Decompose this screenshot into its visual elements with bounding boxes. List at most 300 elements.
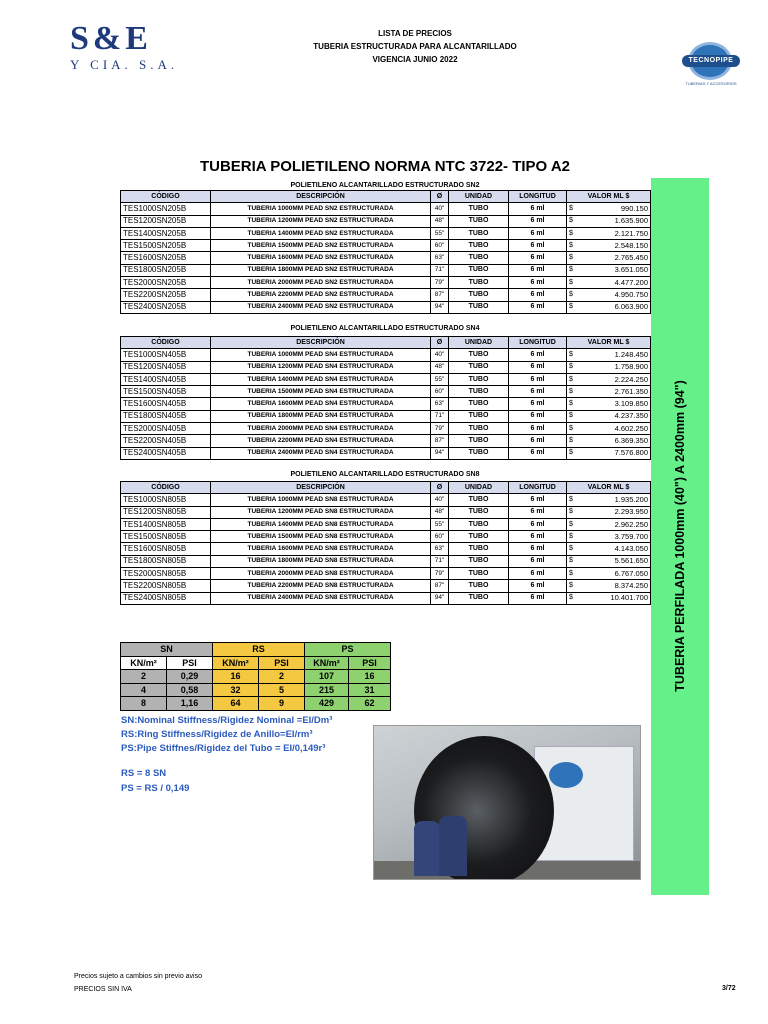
stiffness-table bbox=[120, 642, 391, 711]
cell-description: TUBERIA 1800MM PEAD SN4 ESTRUCTURADA bbox=[211, 410, 431, 422]
price-table-sn8 bbox=[120, 481, 651, 605]
cell-length: 6 ml bbox=[509, 580, 567, 592]
cell-currency: $ bbox=[567, 531, 580, 543]
table-row bbox=[121, 568, 651, 580]
cell-description: TUBERIA 2400MM PEAD SN8 ESTRUCTURADA bbox=[211, 592, 431, 604]
cell-code: TES1500SN805B bbox=[121, 531, 211, 543]
cell-diameter: 55" bbox=[431, 373, 449, 385]
cell-length: 6 ml bbox=[509, 373, 567, 385]
cell-unit: TUBO bbox=[449, 555, 509, 567]
table-row bbox=[121, 361, 651, 373]
cell-code: TES1000SN205B bbox=[121, 203, 211, 215]
cell-description: TUBERIA 2000MM PEAD SN4 ESTRUCTURADA bbox=[211, 423, 431, 435]
cell-currency: $ bbox=[567, 349, 580, 361]
cell-diameter: 60" bbox=[431, 386, 449, 398]
column-header-code: CÓDIGO bbox=[121, 482, 211, 494]
cell-description: TUBERIA 1200MM PEAD SN8 ESTRUCTURADA bbox=[211, 506, 431, 518]
cell-diameter: 63" bbox=[431, 252, 449, 264]
cell-value: 6.767.050 bbox=[580, 568, 651, 580]
cell-diameter: 40" bbox=[431, 494, 449, 506]
cell-value: 3.759.700 bbox=[580, 531, 651, 543]
header-line-1: LISTA DE PRECIOS bbox=[378, 29, 452, 38]
cell-value: 3.109.850 bbox=[580, 398, 651, 410]
cell-code: TES1600SN805B bbox=[121, 543, 211, 555]
cell-description: TUBERIA 2400MM PEAD SN4 ESTRUCTURADA bbox=[211, 447, 431, 459]
cell-description: TUBERIA 1400MM PEAD SN4 ESTRUCTURADA bbox=[211, 373, 431, 385]
cell-diameter: 40" bbox=[431, 203, 449, 215]
price-table-sn4 bbox=[120, 336, 651, 460]
cell-unit: TUBO bbox=[449, 592, 509, 604]
cell-value: 4.237.350 bbox=[580, 410, 651, 422]
cell-diameter: 55" bbox=[431, 518, 449, 530]
column-header-value: VALOR ML $ bbox=[567, 482, 651, 494]
stiffness-cell: 215 bbox=[305, 683, 349, 697]
side-band bbox=[651, 178, 709, 895]
cell-currency: $ bbox=[567, 277, 580, 289]
page-number: 3/72 bbox=[722, 985, 736, 992]
column-header-unit: UNIDAD bbox=[449, 337, 509, 349]
se-logo-sub: Y CIA. S.A. bbox=[70, 57, 179, 72]
cell-unit: TUBO bbox=[449, 361, 509, 373]
table-row bbox=[121, 386, 651, 398]
column-header-length: LONGITUD bbox=[509, 337, 567, 349]
cell-length: 6 ml bbox=[509, 531, 567, 543]
cell-value: 8.374.250 bbox=[580, 580, 651, 592]
column-header-diameter: Ø bbox=[431, 337, 449, 349]
cell-description: TUBERIA 1800MM PEAD SN8 ESTRUCTURADA bbox=[211, 555, 431, 567]
cell-code: TES1800SN405B bbox=[121, 410, 211, 422]
stiffness-cell: 2 bbox=[259, 670, 305, 684]
table-row bbox=[121, 277, 651, 289]
stiffness-row bbox=[121, 670, 391, 684]
stiffness-unit-row bbox=[121, 656, 391, 670]
unit-header: KN/m² bbox=[305, 656, 349, 670]
cell-length: 6 ml bbox=[509, 423, 567, 435]
cell-unit: TUBO bbox=[449, 252, 509, 264]
cell-length: 6 ml bbox=[509, 252, 567, 264]
table-row bbox=[121, 240, 651, 252]
column-header-diameter: Ø bbox=[431, 191, 449, 203]
cell-length: 6 ml bbox=[509, 506, 567, 518]
stiffness-cell: 8 bbox=[121, 697, 167, 711]
cell-code: TES1500SN405B bbox=[121, 386, 211, 398]
cell-code: TES1400SN405B bbox=[121, 373, 211, 385]
cell-currency: $ bbox=[567, 215, 580, 227]
cell-code: TES1000SN805B bbox=[121, 494, 211, 506]
table-row bbox=[121, 410, 651, 422]
cell-code: TES2400SN405B bbox=[121, 447, 211, 459]
stiffness-cell: 4 bbox=[121, 683, 167, 697]
cell-length: 6 ml bbox=[509, 410, 567, 422]
cell-value: 3.651.050 bbox=[580, 264, 651, 276]
stiffness-row bbox=[121, 697, 391, 711]
photo-worker bbox=[439, 816, 467, 876]
tecnopipe-logo-text: TECNOPIPE bbox=[682, 55, 740, 67]
column-header-value: VALOR ML $ bbox=[567, 191, 651, 203]
tecnopipe-logo bbox=[678, 40, 748, 90]
column-header-code: CÓDIGO bbox=[121, 191, 211, 203]
stiffness-cell: 5 bbox=[259, 683, 305, 697]
table-row bbox=[121, 301, 651, 313]
cell-code: TES2200SN205B bbox=[121, 289, 211, 301]
cell-currency: $ bbox=[567, 361, 580, 373]
unit-header: PSI bbox=[167, 656, 213, 670]
column-header-description: DESCRIPCIÓN bbox=[211, 191, 431, 203]
section-title-sn2: POLIETILENO ALCANTARILLADO ESTRUCTURADO SN2 bbox=[290, 182, 480, 189]
cell-diameter: 71" bbox=[431, 410, 449, 422]
cell-description: TUBERIA 1000MM PEAD SN2 ESTRUCTURADA bbox=[211, 203, 431, 215]
table-row bbox=[121, 423, 651, 435]
side-band-label: TUBERIA PERFILADA 1000mm (40") A 2400mm (94") bbox=[673, 380, 687, 692]
cell-code: TES1600SN205B bbox=[121, 252, 211, 264]
section-title-sn8: POLIETILENO ALCANTARILLADO ESTRUCTURADO SN8 bbox=[290, 471, 480, 478]
table-row bbox=[121, 264, 651, 276]
cell-length: 6 ml bbox=[509, 494, 567, 506]
table-row bbox=[121, 289, 651, 301]
stiffness-group-row bbox=[121, 643, 391, 657]
cell-length: 6 ml bbox=[509, 398, 567, 410]
stiffness-definitions bbox=[121, 714, 332, 756]
document-header bbox=[230, 27, 600, 66]
cell-value: 1.935.200 bbox=[580, 494, 651, 506]
cell-value: 4.950.750 bbox=[580, 289, 651, 301]
photo-machine-logo bbox=[549, 762, 583, 788]
cell-diameter: 94" bbox=[431, 301, 449, 313]
photo-worker bbox=[414, 821, 440, 876]
cell-value: 990.150 bbox=[580, 203, 651, 215]
cell-code: TES1500SN205B bbox=[121, 240, 211, 252]
cell-length: 6 ml bbox=[509, 518, 567, 530]
cell-currency: $ bbox=[567, 494, 580, 506]
cell-length: 6 ml bbox=[509, 386, 567, 398]
table-row bbox=[121, 252, 651, 264]
cell-diameter: 55" bbox=[431, 227, 449, 239]
cell-value: 2.765.450 bbox=[580, 252, 651, 264]
cell-currency: $ bbox=[567, 555, 580, 567]
cell-unit: TUBO bbox=[449, 203, 509, 215]
cell-value: 6.063.900 bbox=[580, 301, 651, 313]
stiffness-cell: 16 bbox=[349, 670, 391, 684]
cell-length: 6 ml bbox=[509, 215, 567, 227]
cell-diameter: 48" bbox=[431, 506, 449, 518]
table-row bbox=[121, 349, 651, 361]
cell-unit: TUBO bbox=[449, 423, 509, 435]
cell-unit: TUBO bbox=[449, 580, 509, 592]
cell-unit: TUBO bbox=[449, 410, 509, 422]
cell-description: TUBERIA 1000MM PEAD SN8 ESTRUCTURADA bbox=[211, 494, 431, 506]
stiffness-cell: 107 bbox=[305, 670, 349, 684]
stiffness-cell: 32 bbox=[213, 683, 259, 697]
stiffness-row bbox=[121, 683, 391, 697]
table-row bbox=[121, 592, 651, 604]
cell-currency: $ bbox=[567, 592, 580, 604]
cell-description: TUBERIA 1600MM PEAD SN4 ESTRUCTURADA bbox=[211, 398, 431, 410]
cell-diameter: 79" bbox=[431, 568, 449, 580]
cell-unit: TUBO bbox=[449, 447, 509, 459]
cell-currency: $ bbox=[567, 398, 580, 410]
table-header-row bbox=[121, 337, 651, 349]
cell-currency: $ bbox=[567, 301, 580, 313]
table-row bbox=[121, 435, 651, 447]
cell-description: TUBERIA 2400MM PEAD SN2 ESTRUCTURADA bbox=[211, 301, 431, 313]
cell-currency: $ bbox=[567, 580, 580, 592]
cell-value: 2.548.150 bbox=[580, 240, 651, 252]
definition-rs: RS:Ring Stiffness/Rigidez de Anillo=EI/rm³ bbox=[121, 729, 313, 740]
column-header-description: DESCRIPCIÓN bbox=[211, 337, 431, 349]
table-row bbox=[121, 506, 651, 518]
cell-code: TES1600SN405B bbox=[121, 398, 211, 410]
cell-value: 2.121.750 bbox=[580, 227, 651, 239]
cell-description: TUBERIA 1400MM PEAD SN2 ESTRUCTURADA bbox=[211, 227, 431, 239]
cell-length: 6 ml bbox=[509, 447, 567, 459]
cell-diameter: 87" bbox=[431, 289, 449, 301]
cell-value: 6.369.350 bbox=[580, 435, 651, 447]
cell-unit: TUBO bbox=[449, 373, 509, 385]
cell-unit: TUBO bbox=[449, 289, 509, 301]
group-ps: PS bbox=[305, 643, 391, 657]
cell-currency: $ bbox=[567, 373, 580, 385]
cell-value: 2.293.950 bbox=[580, 506, 651, 518]
cell-unit: TUBO bbox=[449, 506, 509, 518]
main-title: TUBERIA POLIETILENO NORMA NTC 3722- TIPO A2 bbox=[199, 158, 571, 175]
cell-length: 6 ml bbox=[509, 361, 567, 373]
table-row bbox=[121, 398, 651, 410]
cell-currency: $ bbox=[567, 543, 580, 555]
cell-code: TES1400SN205B bbox=[121, 227, 211, 239]
cell-diameter: 94" bbox=[431, 592, 449, 604]
column-header-value: VALOR ML $ bbox=[567, 337, 651, 349]
cell-length: 6 ml bbox=[509, 289, 567, 301]
cell-currency: $ bbox=[567, 447, 580, 459]
stiffness-cell: 9 bbox=[259, 697, 305, 711]
stiffness-cell: 31 bbox=[349, 683, 391, 697]
cell-description: TUBERIA 2000MM PEAD SN2 ESTRUCTURADA bbox=[211, 277, 431, 289]
cell-length: 6 ml bbox=[509, 264, 567, 276]
cell-description: TUBERIA 1400MM PEAD SN8 ESTRUCTURADA bbox=[211, 518, 431, 530]
cell-length: 6 ml bbox=[509, 543, 567, 555]
stiffness-cell: 2 bbox=[121, 670, 167, 684]
stiffness-cell: 64 bbox=[213, 697, 259, 711]
footer-tax: PRECIOS SIN IVA bbox=[74, 986, 132, 993]
cell-code: TES1800SN805B bbox=[121, 555, 211, 567]
table-row bbox=[121, 531, 651, 543]
cell-value: 2.224.250 bbox=[580, 373, 651, 385]
cell-code: TES2200SN805B bbox=[121, 580, 211, 592]
cell-currency: $ bbox=[567, 568, 580, 580]
table-row bbox=[121, 494, 651, 506]
cell-code: TES1200SN805B bbox=[121, 506, 211, 518]
cell-diameter: 79" bbox=[431, 423, 449, 435]
table-row bbox=[121, 203, 651, 215]
cell-description: TUBERIA 1500MM PEAD SN4 ESTRUCTURADA bbox=[211, 386, 431, 398]
cell-description: TUBERIA 2200MM PEAD SN4 ESTRUCTURADA bbox=[211, 435, 431, 447]
cell-unit: TUBO bbox=[449, 386, 509, 398]
table-row bbox=[121, 215, 651, 227]
cell-diameter: 60" bbox=[431, 240, 449, 252]
cell-description: TUBERIA 1000MM PEAD SN4 ESTRUCTURADA bbox=[211, 349, 431, 361]
cell-unit: TUBO bbox=[449, 349, 509, 361]
cell-diameter: 40" bbox=[431, 349, 449, 361]
cell-description: TUBERIA 1600MM PEAD SN8 ESTRUCTURADA bbox=[211, 543, 431, 555]
column-header-code: CÓDIGO bbox=[121, 337, 211, 349]
cell-value: 4.602.250 bbox=[580, 423, 651, 435]
cell-value: 7.576.800 bbox=[580, 447, 651, 459]
cell-currency: $ bbox=[567, 386, 580, 398]
cell-currency: $ bbox=[567, 423, 580, 435]
cell-length: 6 ml bbox=[509, 227, 567, 239]
cell-description: TUBERIA 1500MM PEAD SN8 ESTRUCTURADA bbox=[211, 531, 431, 543]
table-row bbox=[121, 555, 651, 567]
table-row bbox=[121, 373, 651, 385]
cell-currency: $ bbox=[567, 435, 580, 447]
table-row bbox=[121, 580, 651, 592]
cell-diameter: 87" bbox=[431, 580, 449, 592]
cell-code: TES1000SN405B bbox=[121, 349, 211, 361]
definition-ps: PS:Pipe Stiffnes/Rigidez del Tubo = EI/0,149r³ bbox=[121, 743, 326, 754]
se-logo-main: S&E bbox=[70, 20, 152, 57]
cell-value: 10.401.700 bbox=[580, 592, 651, 604]
group-rs: RS bbox=[213, 643, 305, 657]
cell-currency: $ bbox=[567, 506, 580, 518]
unit-header: PSI bbox=[349, 656, 391, 670]
cell-length: 6 ml bbox=[509, 349, 567, 361]
cell-unit: TUBO bbox=[449, 215, 509, 227]
header-line-3: VIGENCIA JUNIO 2022 bbox=[372, 55, 458, 64]
cell-value: 4.143.050 bbox=[580, 543, 651, 555]
cell-value: 4.477.200 bbox=[580, 277, 651, 289]
cell-unit: TUBO bbox=[449, 531, 509, 543]
cell-code: TES1800SN205B bbox=[121, 264, 211, 276]
cell-description: TUBERIA 1600MM PEAD SN2 ESTRUCTURADA bbox=[211, 252, 431, 264]
cell-currency: $ bbox=[567, 264, 580, 276]
cell-code: TES1200SN205B bbox=[121, 215, 211, 227]
cell-length: 6 ml bbox=[509, 203, 567, 215]
price-table-sn2 bbox=[120, 190, 651, 314]
unit-header: KN/m² bbox=[213, 656, 259, 670]
table-row bbox=[121, 543, 651, 555]
cell-unit: TUBO bbox=[449, 568, 509, 580]
cell-diameter: 71" bbox=[431, 264, 449, 276]
cell-unit: TUBO bbox=[449, 543, 509, 555]
section-title-sn4: POLIETILENO ALCANTARILLADO ESTRUCTURADO SN4 bbox=[290, 325, 480, 332]
cell-length: 6 ml bbox=[509, 555, 567, 567]
formula-ps: PS = RS / 0,149 bbox=[121, 783, 190, 794]
cell-value: 2.761.350 bbox=[580, 386, 651, 398]
cell-length: 6 ml bbox=[509, 240, 567, 252]
cell-length: 6 ml bbox=[509, 277, 567, 289]
cell-length: 6 ml bbox=[509, 435, 567, 447]
cell-currency: $ bbox=[567, 203, 580, 215]
cell-code: TES2000SN805B bbox=[121, 568, 211, 580]
column-header-length: LONGITUD bbox=[509, 482, 567, 494]
column-header-length: LONGITUD bbox=[509, 191, 567, 203]
cell-diameter: 79" bbox=[431, 277, 449, 289]
cell-diameter: 87" bbox=[431, 435, 449, 447]
table-row bbox=[121, 227, 651, 239]
cell-currency: $ bbox=[567, 289, 580, 301]
table-header-row bbox=[121, 191, 651, 203]
cell-code: TES2000SN405B bbox=[121, 423, 211, 435]
cell-description: TUBERIA 1200MM PEAD SN4 ESTRUCTURADA bbox=[211, 361, 431, 373]
cell-code: TES2000SN205B bbox=[121, 277, 211, 289]
cell-code: TES1400SN805B bbox=[121, 518, 211, 530]
cell-description: TUBERIA 1200MM PEAD SN2 ESTRUCTURADA bbox=[211, 215, 431, 227]
formula-rs: RS = 8 SN bbox=[121, 768, 167, 779]
cell-diameter: 60" bbox=[431, 531, 449, 543]
cell-value: 1.248.450 bbox=[580, 349, 651, 361]
cell-code: TES2400SN205B bbox=[121, 301, 211, 313]
column-header-unit: UNIDAD bbox=[449, 482, 509, 494]
cell-currency: $ bbox=[567, 410, 580, 422]
cell-code: TES2400SN805B bbox=[121, 592, 211, 604]
stiffness-cell: 429 bbox=[305, 697, 349, 711]
table-row bbox=[121, 447, 651, 459]
table-header-row bbox=[121, 482, 651, 494]
unit-header: KN/m² bbox=[121, 656, 167, 670]
cell-currency: $ bbox=[567, 227, 580, 239]
definition-sn: SN:Nominal Stiffness/Rigidez Nominal =EI/Dm³ bbox=[121, 715, 333, 726]
cell-unit: TUBO bbox=[449, 518, 509, 530]
cell-currency: $ bbox=[567, 252, 580, 264]
column-header-diameter: Ø bbox=[431, 482, 449, 494]
stiffness-cell: 62 bbox=[349, 697, 391, 711]
cell-currency: $ bbox=[567, 240, 580, 252]
cell-value: 1.635.900 bbox=[580, 215, 651, 227]
cell-description: TUBERIA 2200MM PEAD SN8 ESTRUCTURADA bbox=[211, 580, 431, 592]
cell-unit: TUBO bbox=[449, 227, 509, 239]
cell-unit: TUBO bbox=[449, 398, 509, 410]
table-row bbox=[121, 518, 651, 530]
stiffness-cell: 16 bbox=[213, 670, 259, 684]
cell-unit: TUBO bbox=[449, 301, 509, 313]
cell-diameter: 94" bbox=[431, 447, 449, 459]
stiffness-cell: 0,29 bbox=[167, 670, 213, 684]
cell-diameter: 71" bbox=[431, 555, 449, 567]
cell-description: TUBERIA 1800MM PEAD SN2 ESTRUCTURADA bbox=[211, 264, 431, 276]
column-header-description: DESCRIPCIÓN bbox=[211, 482, 431, 494]
unit-header: PSI bbox=[259, 656, 305, 670]
cell-unit: TUBO bbox=[449, 264, 509, 276]
cell-diameter: 63" bbox=[431, 398, 449, 410]
cell-length: 6 ml bbox=[509, 568, 567, 580]
cell-diameter: 48" bbox=[431, 215, 449, 227]
cell-diameter: 48" bbox=[431, 361, 449, 373]
cell-currency: $ bbox=[567, 518, 580, 530]
cell-diameter: 63" bbox=[431, 543, 449, 555]
cell-length: 6 ml bbox=[509, 301, 567, 313]
cell-description: TUBERIA 2200MM PEAD SN2 ESTRUCTURADA bbox=[211, 289, 431, 301]
cell-unit: TUBO bbox=[449, 277, 509, 289]
group-sn: SN bbox=[121, 643, 213, 657]
stiffness-formulas bbox=[121, 766, 189, 796]
cell-value: 1.758.900 bbox=[580, 361, 651, 373]
tecnopipe-logo-subtext: TUBERIAS Y ACCESORIOS bbox=[685, 81, 737, 86]
cell-code: TES2200SN405B bbox=[121, 435, 211, 447]
header-line-2: TUBERIA ESTRUCTURADA PARA ALCANTARILLADO bbox=[313, 42, 517, 51]
cell-length: 6 ml bbox=[509, 592, 567, 604]
cell-code: TES1200SN405B bbox=[121, 361, 211, 373]
cell-description: TUBERIA 2000MM PEAD SN8 ESTRUCTURADA bbox=[211, 568, 431, 580]
se-logo bbox=[70, 22, 180, 73]
pipe-factory-photo bbox=[373, 725, 641, 880]
footer-note: Precios sujeto a cambios sin previo aviso bbox=[74, 973, 203, 980]
cell-unit: TUBO bbox=[449, 494, 509, 506]
cell-description: TUBERIA 1500MM PEAD SN2 ESTRUCTURADA bbox=[211, 240, 431, 252]
stiffness-cell: 0,58 bbox=[167, 683, 213, 697]
column-header-unit: UNIDAD bbox=[449, 191, 509, 203]
cell-value: 5.561.650 bbox=[580, 555, 651, 567]
stiffness-cell: 1,16 bbox=[167, 697, 213, 711]
